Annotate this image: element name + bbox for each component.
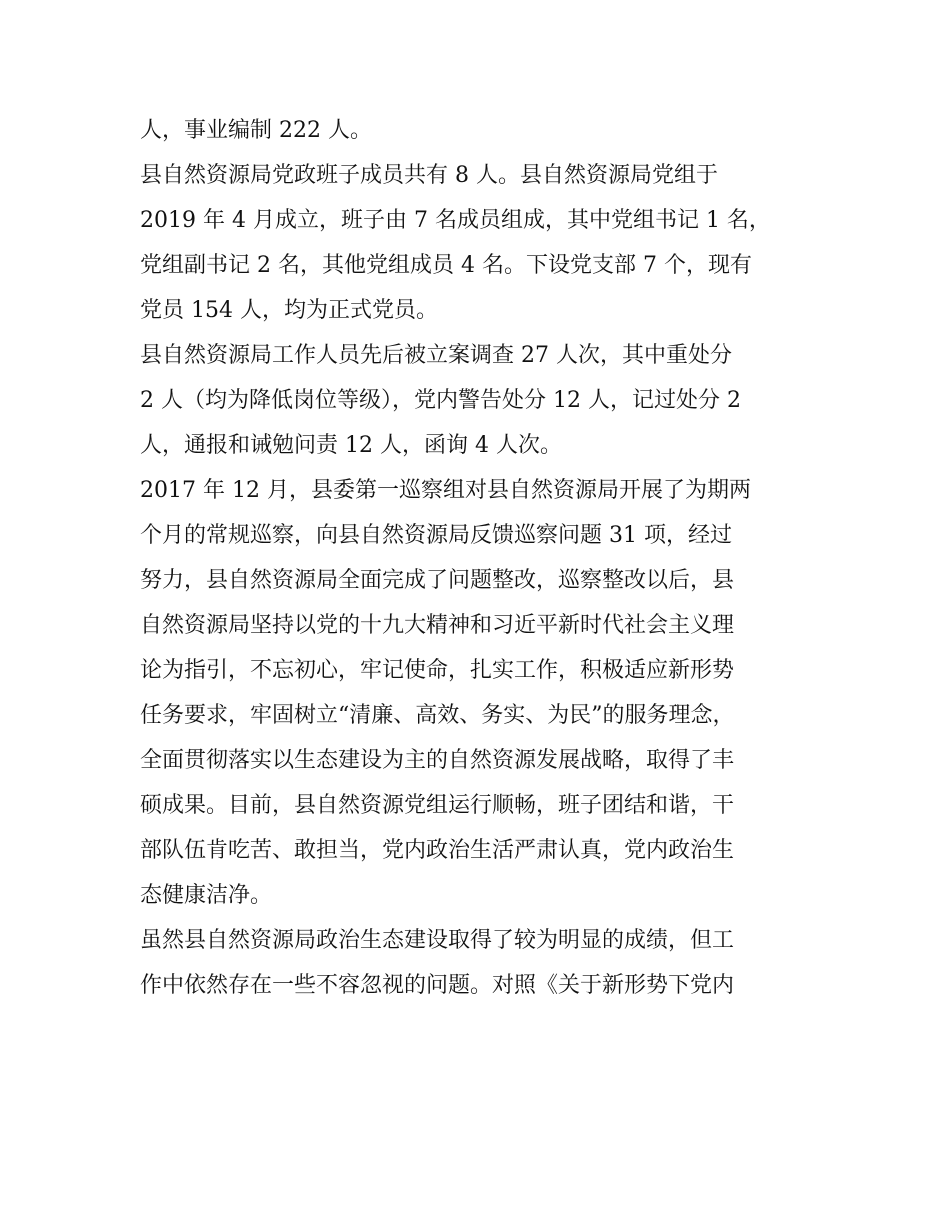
text-line: 论为指引，不忘初心，牢记使命，扎实工作，积极适应新形势 (140, 658, 735, 683)
text-line: 县自然资源局党政班子成员共有 8 人。县自然资源局党组于 (140, 163, 718, 188)
text-line: 县自然资源局工作人员先后被立案调查 27 人次，其中重处分 (140, 343, 732, 368)
text-line: 党员 154 人，均为正式党员。 (140, 298, 438, 323)
text-line: 虽然县自然资源局政治生态建设取得了较为明显的成绩，但工 (140, 928, 735, 953)
text-line: 自然资源局坚持以党的十九大精神和习近平新时代社会主义理 (140, 613, 735, 638)
text-line: 部队伍肯吃苦、敢担当，党内政治生活严肃认真，党内政治生 (140, 838, 735, 863)
text-line: 2 人（均为降低岗位等级），党内警告处分 12 人，记过处分 2 (140, 388, 741, 413)
text-line: 努力，县自然资源局全面完成了问题整改，巡察整改以后，县 (140, 568, 735, 593)
text-line: 2019 年 4 月成立，班子由 7 名成员组成，其中党组书记 1 名， (140, 208, 771, 233)
text-line: 人，通报和诫勉问责 12 人，函询 4 人次。 (140, 433, 562, 458)
text-line: 作中依然存在一些不容忽视的问题。对照《关于新形势下党内 (140, 973, 735, 998)
text-line: 全面贯彻落实以生态建设为主的自然资源发展战略，取得了丰 (140, 748, 735, 773)
text-line: 2017 年 12 月，县委第一巡察组对县自然资源局开展了为期两 (140, 478, 751, 503)
text-line: 党组副书记 2 名，其他党组成员 4 名。下设党支部 7 个，现有 (140, 253, 752, 278)
text-line: 任务要求，牢固树立“清廉、高效、务实、为民”的服务理念， (140, 703, 735, 728)
text-line: 个月的常规巡察，向县自然资源局反馈巡察问题 31 项，经过 (140, 523, 732, 548)
text-line: 人，事业编制 222 人。 (140, 118, 372, 143)
text-line: 态健康洁净。 (140, 883, 273, 908)
text-line: 硕成果。目前，县自然资源党组运行顺畅，班子团结和谐，干 (140, 793, 735, 818)
document-body (140, 108, 820, 1008)
